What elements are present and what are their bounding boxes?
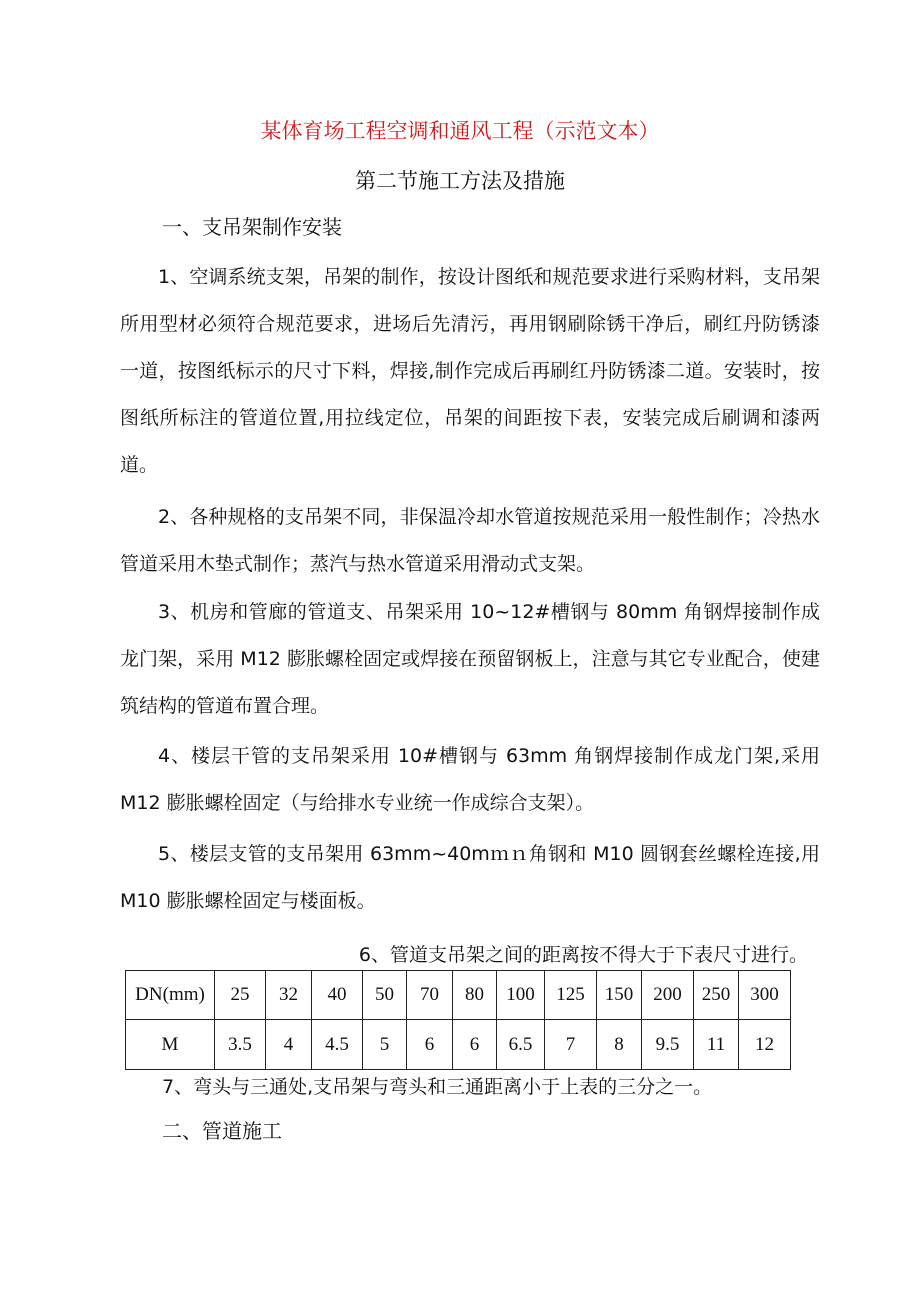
table-cell: 125 bbox=[545, 971, 597, 1020]
table-cell: M bbox=[126, 1020, 215, 1070]
paragraph-1: 1、空调系统支架，吊架的制作，按设计图纸和规范要求进行采购材料，支吊架所用型材必须符合规范要求，进场后先清污，再用钢刷除锈干净后，刷红丹防锈漆一道，按图纸标示的尺寸下料，焊接,制作完成后再刷红丹防锈漆二道。安装时，按图纸所标注的管道位置,用拉线定位，吊架的间距按下表，安装完成后刷调和漆两道。 bbox=[120, 266, 820, 476]
heading-pipe-construction: 二、管道施工 bbox=[162, 1119, 282, 1143]
table-cell: 8 bbox=[597, 1020, 642, 1070]
table-cell: 32 bbox=[266, 971, 312, 1020]
paragraph-3: 3、机房和管廊的管道支、吊架采用 10~12#槽钢与 80mm 角钢焊接制作成龙门架，采用 M12 膨胀螺栓固定或焊接在预留钢板上，注意与其它专业配合，使建筑结构的管道布置合理。 bbox=[120, 601, 820, 717]
table-cell: 6 bbox=[453, 1020, 497, 1070]
paragraph-4: 4、楼层干管的支吊架采用 10#槽钢与 63mm 角钢焊接制作成龙门架,采用 M12 膨胀螺栓固定（与给排水专业统一作成综合支架）。 bbox=[120, 745, 820, 814]
paragraph-5: 5、楼层支管的支吊架用 63mm~40mｍｎ角钢和 M10 圆钢套丝螺栓连接,用 M10 膨胀螺栓固定与楼面板。 bbox=[120, 843, 820, 912]
table-row-dn bbox=[126, 971, 791, 1020]
support-spacing-table bbox=[125, 970, 791, 1070]
table-cell: 12 bbox=[739, 1020, 791, 1070]
table-cell: 40 bbox=[312, 971, 363, 1020]
table-row-spacing bbox=[126, 1020, 791, 1070]
table-cell: 6.5 bbox=[497, 1020, 545, 1070]
table-cell: 100 bbox=[497, 971, 545, 1020]
table-cell: 11 bbox=[694, 1020, 739, 1070]
table-cell: 70 bbox=[407, 971, 453, 1020]
table-cell: 200 bbox=[642, 971, 694, 1020]
table-cell: 25 bbox=[215, 971, 266, 1020]
table-cell: 250 bbox=[694, 971, 739, 1020]
paragraph-6: 6、管道支吊架之间的距离按不得大于下表尺寸进行。 bbox=[358, 944, 808, 966]
table-cell: 9.5 bbox=[642, 1020, 694, 1070]
table-cell: 4 bbox=[266, 1020, 312, 1070]
document-title: 某体育场工程空调和通风工程（示范文本） bbox=[260, 119, 660, 143]
paragraph-2: 2、各种规格的支吊架不同，非保温冷却水管道按规范采用一般性制作；冷热水管道采用木垫式制作；蒸汽与热水管道采用滑动式支架。 bbox=[120, 506, 820, 575]
table-cell: 300 bbox=[739, 971, 791, 1020]
table-cell: 150 bbox=[597, 971, 642, 1020]
table-cell: 4.5 bbox=[312, 1020, 363, 1070]
table-cell: 5 bbox=[363, 1020, 407, 1070]
heading-support-hangers: 一、支吊架制作安装 bbox=[162, 215, 342, 239]
table-cell: 3.5 bbox=[215, 1020, 266, 1070]
paragraph-7: 7、弯头与三通处,支吊架与弯头和三通距离小于上表的三分之一。 bbox=[162, 1076, 713, 1098]
table-cell: 6 bbox=[407, 1020, 453, 1070]
table-cell: 7 bbox=[545, 1020, 597, 1070]
table-cell: 80 bbox=[453, 971, 497, 1020]
table-cell: DN(mm) bbox=[126, 971, 215, 1020]
table-cell: 50 bbox=[363, 971, 407, 1020]
section-title: 第二节施工方法及措施 bbox=[355, 169, 565, 193]
